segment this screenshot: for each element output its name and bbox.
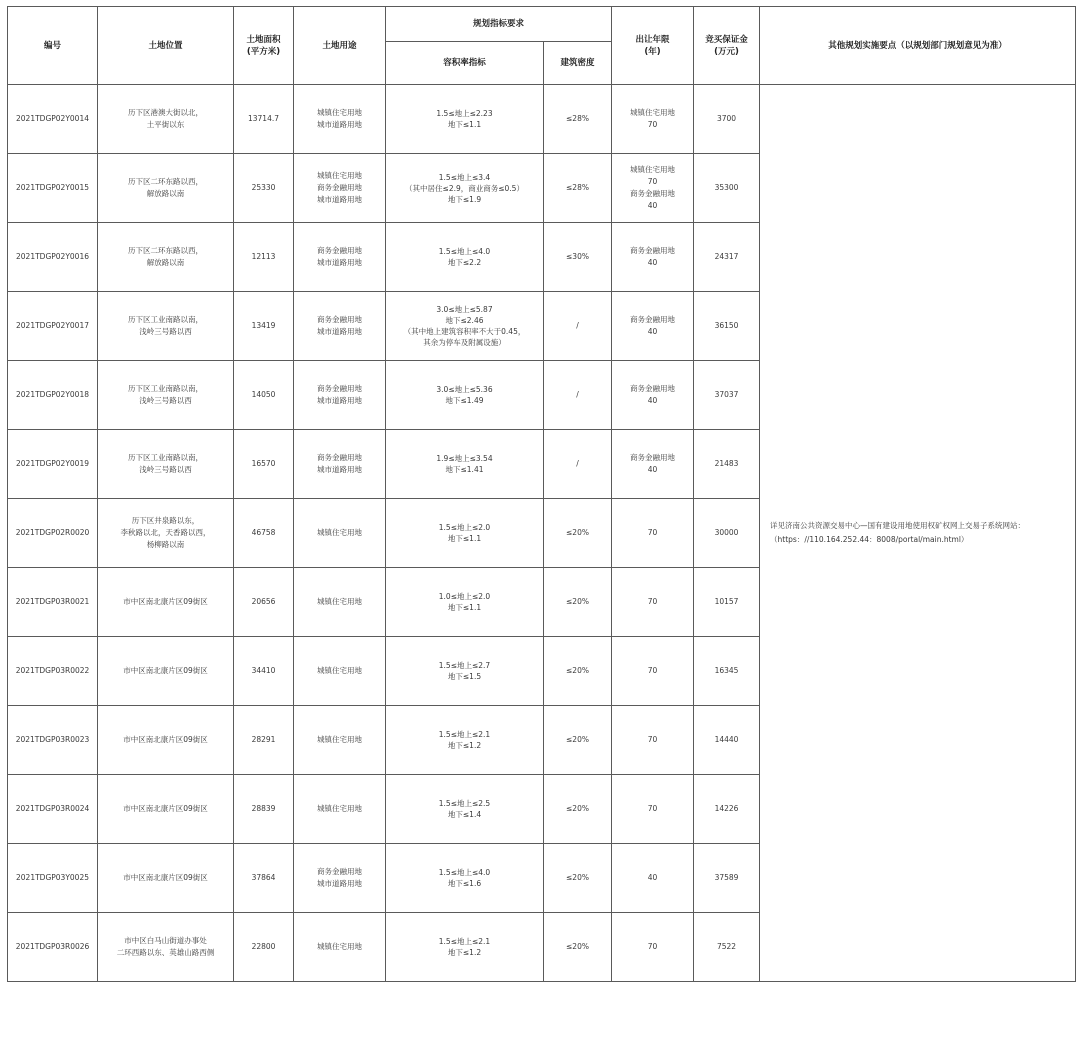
cell-area: 13419 [234,292,294,361]
cell-term: 70 [612,913,694,982]
land-parcel-table-sheet [7,6,1075,1052]
cell-area: 20656 [234,568,294,637]
cell-code: 2021TDGP02Y0014 [8,85,98,154]
cell-code: 2021TDGP03R0023 [8,706,98,775]
cell-area: 14050 [234,361,294,430]
cell-term: 70 [612,499,694,568]
cell-location: 市中区南北康片区09街区 [98,637,234,706]
cell-location: 市中区南北康片区09街区 [98,706,234,775]
cell-term: 商务金融用地 40 [612,292,694,361]
cell-far: 1.5≤地上≤2.7 地下≤1.5 [386,637,544,706]
cell-deposit: 16345 [694,637,760,706]
cell-density: ≤28% [544,154,612,223]
cell-location: 市中区南北康片区09街区 [98,568,234,637]
cell-area: 28839 [234,775,294,844]
cell-term: 城镇住宅用地 70 商务金融用地 40 [612,154,694,223]
header-area: 土地面积 (平方米) [234,7,294,85]
header-far: 容积率指标 [386,42,544,85]
cell-deposit: 35300 [694,154,760,223]
cell-use: 商务金融用地 城市道路用地 [294,844,386,913]
table-row [8,85,1076,154]
cell-density: / [544,430,612,499]
cell-far: 1.9≤地上≤3.54 地下≤1.41 [386,430,544,499]
cell-code: 2021TDGP02Y0019 [8,430,98,499]
cell-use: 城镇住宅用地 [294,568,386,637]
header-notes: 其他规划实施要点（以规划部门规划意见为准） [760,7,1076,85]
cell-location: 市中区白马山街道办事处 二环西路以东、英雄山路西侧 [98,913,234,982]
cell-density: ≤20% [544,844,612,913]
cell-far: 3.0≤地上≤5.87 地下≤2.46 （其中地上建筑容积率不大于0.45， 其余为停车及附属设施） [386,292,544,361]
cell-area: 25330 [234,154,294,223]
cell-area: 28291 [234,706,294,775]
cell-term: 70 [612,637,694,706]
cell-area: 12113 [234,223,294,292]
cell-use: 城镇住宅用地 [294,637,386,706]
cell-use: 城镇住宅用地 城市道路用地 [294,85,386,154]
cell-deposit: 10157 [694,568,760,637]
cell-far: 1.0≤地上≤2.0 地下≤1.1 [386,568,544,637]
cell-code: 2021TDGP02Y0016 [8,223,98,292]
cell-term: 70 [612,706,694,775]
cell-term: 商务金融用地 40 [612,361,694,430]
cell-far: 1.5≤地上≤2.5 地下≤1.4 [386,775,544,844]
land-parcel-table [7,6,1076,982]
cell-use: 商务金融用地 城市道路用地 [294,430,386,499]
cell-code: 2021TDGP02Y0018 [8,361,98,430]
cell-term: 70 [612,775,694,844]
cell-location: 市中区南北康片区09街区 [98,775,234,844]
cell-density: ≤20% [544,568,612,637]
cell-use: 城镇住宅用地 [294,775,386,844]
cell-use: 城镇住宅用地 [294,499,386,568]
cell-use: 城镇住宅用地 商务金融用地 城市道路用地 [294,154,386,223]
cell-location: 历下区二环东路以西， 解放路以南 [98,223,234,292]
cell-code: 2021TDGP03R0026 [8,913,98,982]
header-location: 土地位置 [98,7,234,85]
cell-deposit: 7522 [694,913,760,982]
cell-far: 1.5≤地上≤2.1 地下≤1.2 [386,913,544,982]
cell-deposit: 14440 [694,706,760,775]
cell-area: 22800 [234,913,294,982]
cell-density: ≤20% [544,637,612,706]
cell-area: 37864 [234,844,294,913]
cell-term: 商务金融用地 40 [612,223,694,292]
header-planning: 规划指标要求 [386,7,612,42]
cell-far: 1.5≤地上≤2.0 地下≤1.1 [386,499,544,568]
cell-code: 2021TDGP02Y0015 [8,154,98,223]
cell-deposit: 21483 [694,430,760,499]
cell-deposit: 37589 [694,844,760,913]
cell-notes: 详见济南公共资源交易中心—国有建设用地使用权矿权网上交易子系统网站：（https：//110.164.252.44：8008/portal/main.html） [760,85,1076,982]
cell-deposit: 37037 [694,361,760,430]
header-deposit: 竞买保证金 (万元) [694,7,760,85]
cell-use: 城镇住宅用地 [294,706,386,775]
cell-location: 历下区工业南路以南， 浅岭三号路以西 [98,430,234,499]
header-density: 建筑密度 [544,42,612,85]
cell-deposit: 14226 [694,775,760,844]
cell-use: 商务金融用地 城市道路用地 [294,361,386,430]
cell-code: 2021TDGP03R0021 [8,568,98,637]
cell-area: 46758 [234,499,294,568]
cell-location: 历下区港澳大街以北， 土平街以东 [98,85,234,154]
cell-location: 历下区井泉路以东， 李秋路以北，天香路以西， 杨柳路以南 [98,499,234,568]
cell-use: 城镇住宅用地 [294,913,386,982]
cell-far: 1.5≤地上≤2.1 地下≤1.2 [386,706,544,775]
cell-density: / [544,292,612,361]
cell-term: 商务金融用地 40 [612,430,694,499]
cell-density: / [544,361,612,430]
table-body [8,85,1076,982]
header-code: 编号 [8,7,98,85]
cell-location: 市中区南北康片区09街区 [98,844,234,913]
cell-density: ≤20% [544,499,612,568]
cell-code: 2021TDGP03R0022 [8,637,98,706]
cell-far: 1.5≤地上≤3.4 （其中居住≤2.9，商业商务≤0.5） 地下≤1.9 [386,154,544,223]
header-term: 出让年限 (年) [612,7,694,85]
cell-location: 历下区二环东路以西， 解放路以南 [98,154,234,223]
cell-density: ≤30% [544,223,612,292]
cell-deposit: 24317 [694,223,760,292]
cell-code: 2021TDGP03Y0025 [8,844,98,913]
cell-density: ≤20% [544,775,612,844]
cell-area: 34410 [234,637,294,706]
cell-area: 13714.7 [234,85,294,154]
cell-area: 16570 [234,430,294,499]
cell-deposit: 3700 [694,85,760,154]
cell-location: 历下区工业南路以南， 浅岭三号路以西 [98,361,234,430]
header-use: 土地用途 [294,7,386,85]
cell-use: 商务金融用地 城市道路用地 [294,292,386,361]
cell-term: 70 [612,568,694,637]
cell-far: 1.5≤地上≤2.23 地下≤1.1 [386,85,544,154]
cell-density: ≤20% [544,706,612,775]
cell-density: ≤20% [544,913,612,982]
cell-far: 3.0≤地上≤5.36 地下≤1.49 [386,361,544,430]
cell-use: 商务金融用地 城市道路用地 [294,223,386,292]
cell-density: ≤28% [544,85,612,154]
cell-far: 1.5≤地上≤4.0 地下≤1.6 [386,844,544,913]
cell-location: 历下区工业南路以南， 浅岭三号路以西 [98,292,234,361]
cell-deposit: 36150 [694,292,760,361]
cell-term: 40 [612,844,694,913]
cell-deposit: 30000 [694,499,760,568]
cell-term: 城镇住宅用地 70 [612,85,694,154]
cell-code: 2021TDGP02R0020 [8,499,98,568]
cell-code: 2021TDGP02Y0017 [8,292,98,361]
cell-code: 2021TDGP03R0024 [8,775,98,844]
table-header [8,7,1076,85]
cell-far: 1.5≤地上≤4.0 地下≤2.2 [386,223,544,292]
